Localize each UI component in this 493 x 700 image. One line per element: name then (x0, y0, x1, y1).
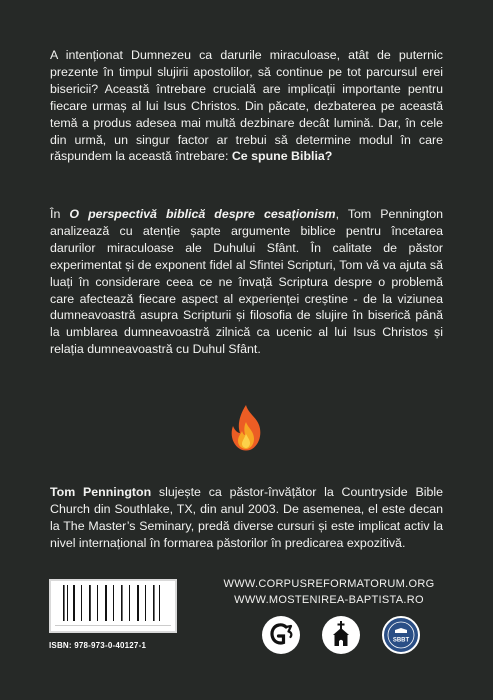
g3-logo (262, 616, 300, 654)
book-title: O perspectivă biblică despre cesaționism (69, 207, 336, 221)
barcode (49, 579, 177, 633)
intro-question: Ce spune Biblia? (231, 149, 333, 164)
sbbt-logo-text: SBBT (392, 637, 410, 644)
fire-icon (225, 404, 267, 452)
book-description-paragraph (50, 206, 443, 358)
intro-text: A intenționat Dumnezeu ca darurile miraculoase, atât de puternic prezente în timpul slujirii apostolilor, să continue pe tot parcursul erei bisericii? Această întrebare crucială are implicații importante pentru fiecare urmaș al lui Isus Christos. Din păcate, dezbaterea pe această temă a produs adesea mai multă dezbinare decât lumină. Dar, în cele din urmă, un singur factor ar trebui să determine modul în care răspundem la această întrebare: (50, 48, 443, 164)
author-bio-paragraph (50, 484, 443, 552)
website-corpus-reformatorum[interactable]: WWW.CORPUSREFORMATORUM.ORG (223, 578, 435, 590)
author-bio-text: slujește ca păstor-învățător la Countryside Bible Church din Southlake, TX, din anul 2003. De asemenea, el este decan la The Master’s Seminary, predă diverse cursuri și este implicat activ la nivel internațional în formarea păstorilor în predicarea expozitivă. (50, 485, 443, 550)
description-lead: În (50, 207, 70, 221)
description-text: , Tom Pennington analizează cu atenție șapte argumente biblice pentru încetarea darurilor miraculoase ale Duhului Sfânt. În calitate de păstor experimentat și de exponent fidel al Sfintei Scripturi, Tom vă va ajuta să luați în considerare ceea ce ne învață Scriptura despre o problemă care afectează fiecare aspect al experienței creștine - de la viziunea dumneavoastră asupra Scripturii și filosofia de slujire în biserică până la umblarea dumneavoastră zilnică ca ucenic al lui Isus Christos și relația dumneavoastră cu Duhul Sfânt. (50, 207, 443, 357)
website-list (214, 576, 444, 608)
publisher-logos (262, 616, 442, 656)
sbbt-logo (382, 616, 420, 654)
author-name: Tom Pennington (50, 485, 152, 499)
website-mostenirea-baptista[interactable]: WWW.MOSTENIREA-BAPTISTA.RO (234, 594, 424, 606)
church-logo (322, 616, 360, 654)
intro-paragraph (50, 47, 443, 165)
barcode-block (49, 579, 177, 657)
isbn-label: ISBN: 978-973-0-40127-1 (49, 641, 147, 650)
